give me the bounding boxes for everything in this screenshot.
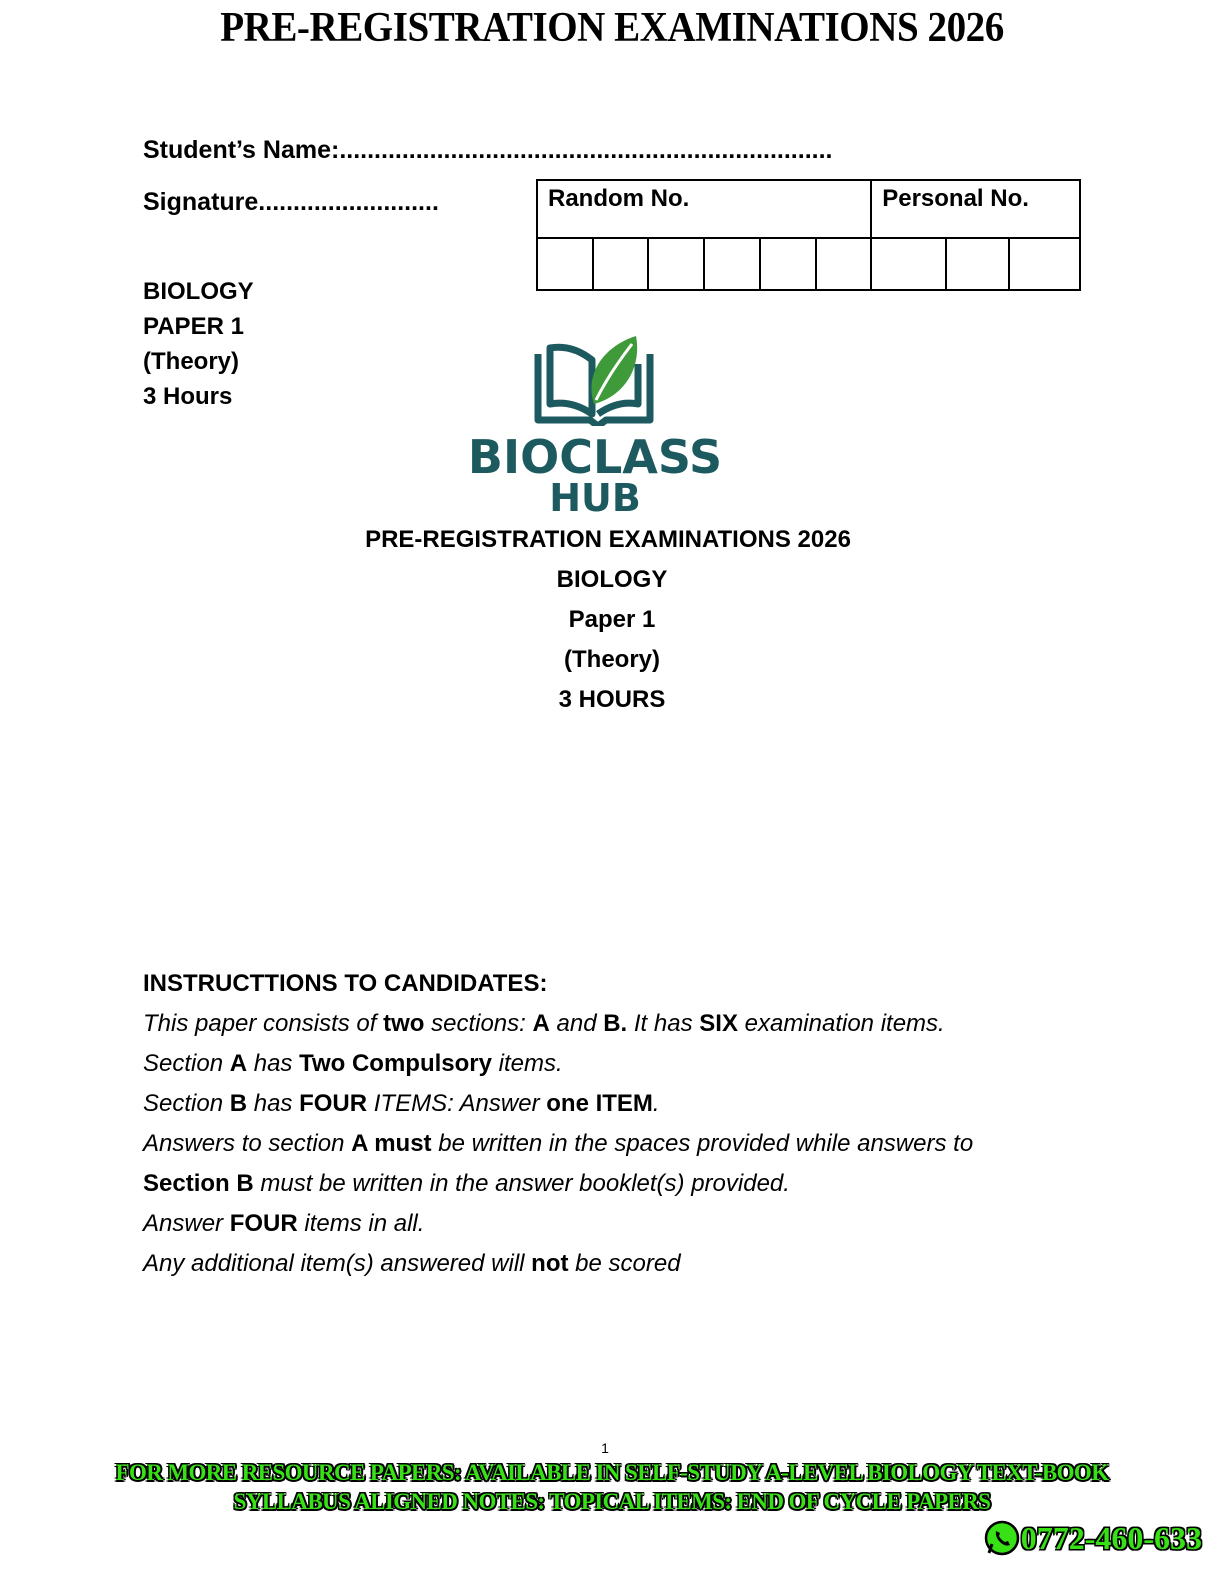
instr-bold: SIX	[699, 1010, 738, 1037]
instr-bold: B	[229, 1090, 248, 1117]
instr-bold: Two Compulsory	[299, 1050, 492, 1077]
paper-info	[143, 274, 254, 414]
instr-text: has	[247, 1050, 300, 1077]
signature-dots: ..........................	[258, 188, 439, 216]
instr-text: Any additional item(s) answered will	[143, 1250, 532, 1277]
instr-bold: A	[532, 1010, 550, 1037]
center-subject: BIOLOGY	[556, 566, 668, 593]
instruction-line	[143, 1244, 973, 1284]
instructions	[143, 964, 973, 1284]
instr-text: sections:	[424, 1010, 533, 1037]
instr-text: and	[549, 1010, 604, 1037]
instr-bold: A	[229, 1050, 248, 1077]
logo-text-bioclass: BIOCLASS	[467, 430, 723, 484]
instr-text: be written in the spaces provided while answers to	[431, 1130, 974, 1157]
paper-duration: 3 Hours	[143, 383, 233, 410]
candidate-number-table	[536, 179, 1081, 291]
instr-bold: Section B	[143, 1170, 254, 1197]
random-no-box	[648, 238, 704, 290]
random-no-header: Random No.	[537, 180, 871, 238]
student-name-field	[143, 136, 832, 165]
whatsapp-icon	[983, 1519, 1021, 1557]
random-no-box	[816, 238, 872, 290]
signature-field	[143, 188, 439, 217]
instructions-heading: INSTRUCTTIONS TO CANDIDATES:	[143, 970, 548, 997]
instr-text: Section	[143, 1050, 230, 1077]
instr-bold: B.	[603, 1010, 628, 1037]
page-title: PRE-REGISTRATION EXAMINATIONS 2026	[220, 5, 1004, 51]
contact-phone[interactable]	[983, 1519, 1202, 1557]
paper-subject: BIOLOGY	[143, 278, 254, 305]
instruction-line	[143, 1124, 973, 1164]
center-duration: 3 HOURS	[558, 686, 666, 713]
instr-bold: FOUR	[299, 1090, 368, 1117]
instruction-line	[143, 1204, 973, 1244]
instruction-line	[143, 1164, 973, 1204]
instr-text: This paper consists of	[143, 1010, 384, 1037]
instr-text: It has	[627, 1010, 700, 1037]
instr-text: items in all.	[297, 1210, 425, 1237]
signature-label: Signature	[143, 188, 259, 216]
instr-bold: A must	[351, 1130, 432, 1157]
center-paper: Paper 1	[568, 606, 656, 633]
instr-bold: FOUR	[229, 1210, 298, 1237]
open-book-leaf-icon	[532, 334, 656, 426]
instr-text: be scored	[568, 1250, 681, 1277]
paper-number: PAPER 1	[143, 313, 244, 340]
paper-type: (Theory)	[143, 348, 239, 375]
random-no-box	[593, 238, 649, 290]
random-no-box	[537, 238, 593, 290]
instr-text: items.	[491, 1050, 563, 1077]
personal-no-header: Personal No.	[871, 180, 1080, 238]
instr-text: Answer	[143, 1210, 230, 1237]
instr-text: must be written in the answer booklet(s) provided.	[253, 1170, 790, 1197]
instr-text: has	[247, 1090, 300, 1117]
instr-text: ITEMS: Answer	[367, 1090, 547, 1117]
random-no-box	[760, 238, 816, 290]
instr-text: Answers to section	[143, 1130, 352, 1157]
phone-number: 0772-460-633	[1020, 1519, 1202, 1556]
instr-bold: two	[383, 1010, 425, 1037]
random-no-box	[704, 238, 760, 290]
center-exam-title: PRE-REGISTRATION EXAMINATIONS 2026	[365, 526, 851, 553]
instr-bold: one ITEM	[546, 1090, 653, 1117]
instr-text: .	[652, 1090, 660, 1117]
instr-text: Section	[143, 1090, 230, 1117]
instruction-line	[143, 1084, 973, 1124]
center-type: (Theory)	[564, 646, 660, 673]
instr-text: examination items.	[737, 1010, 945, 1037]
center-title-block	[0, 520, 1224, 720]
student-name-dots: .......................................................................	[339, 136, 833, 164]
personal-no-box	[1009, 238, 1080, 290]
page-number: 1	[601, 1440, 609, 1456]
instruction-line	[143, 1044, 973, 1084]
promo-line-2: SYLLABUS ALIGNED NOTES: TOPICAL ITEMS: END OF CYCLE PAPERS	[233, 1489, 991, 1514]
logo-text-hub: HUB	[549, 476, 641, 520]
student-name-label: Student’s Name:	[143, 136, 340, 164]
personal-no-box	[871, 238, 946, 290]
instr-bold: not	[531, 1250, 569, 1277]
personal-no-box	[946, 238, 1009, 290]
promo-line-1: FOR MORE RESOURCE PAPERS: AVAILABLE IN SELF-STUDY A-LEVEL BIOLOGY TEXT-BOOK	[115, 1460, 1109, 1485]
instruction-line	[143, 1004, 973, 1044]
